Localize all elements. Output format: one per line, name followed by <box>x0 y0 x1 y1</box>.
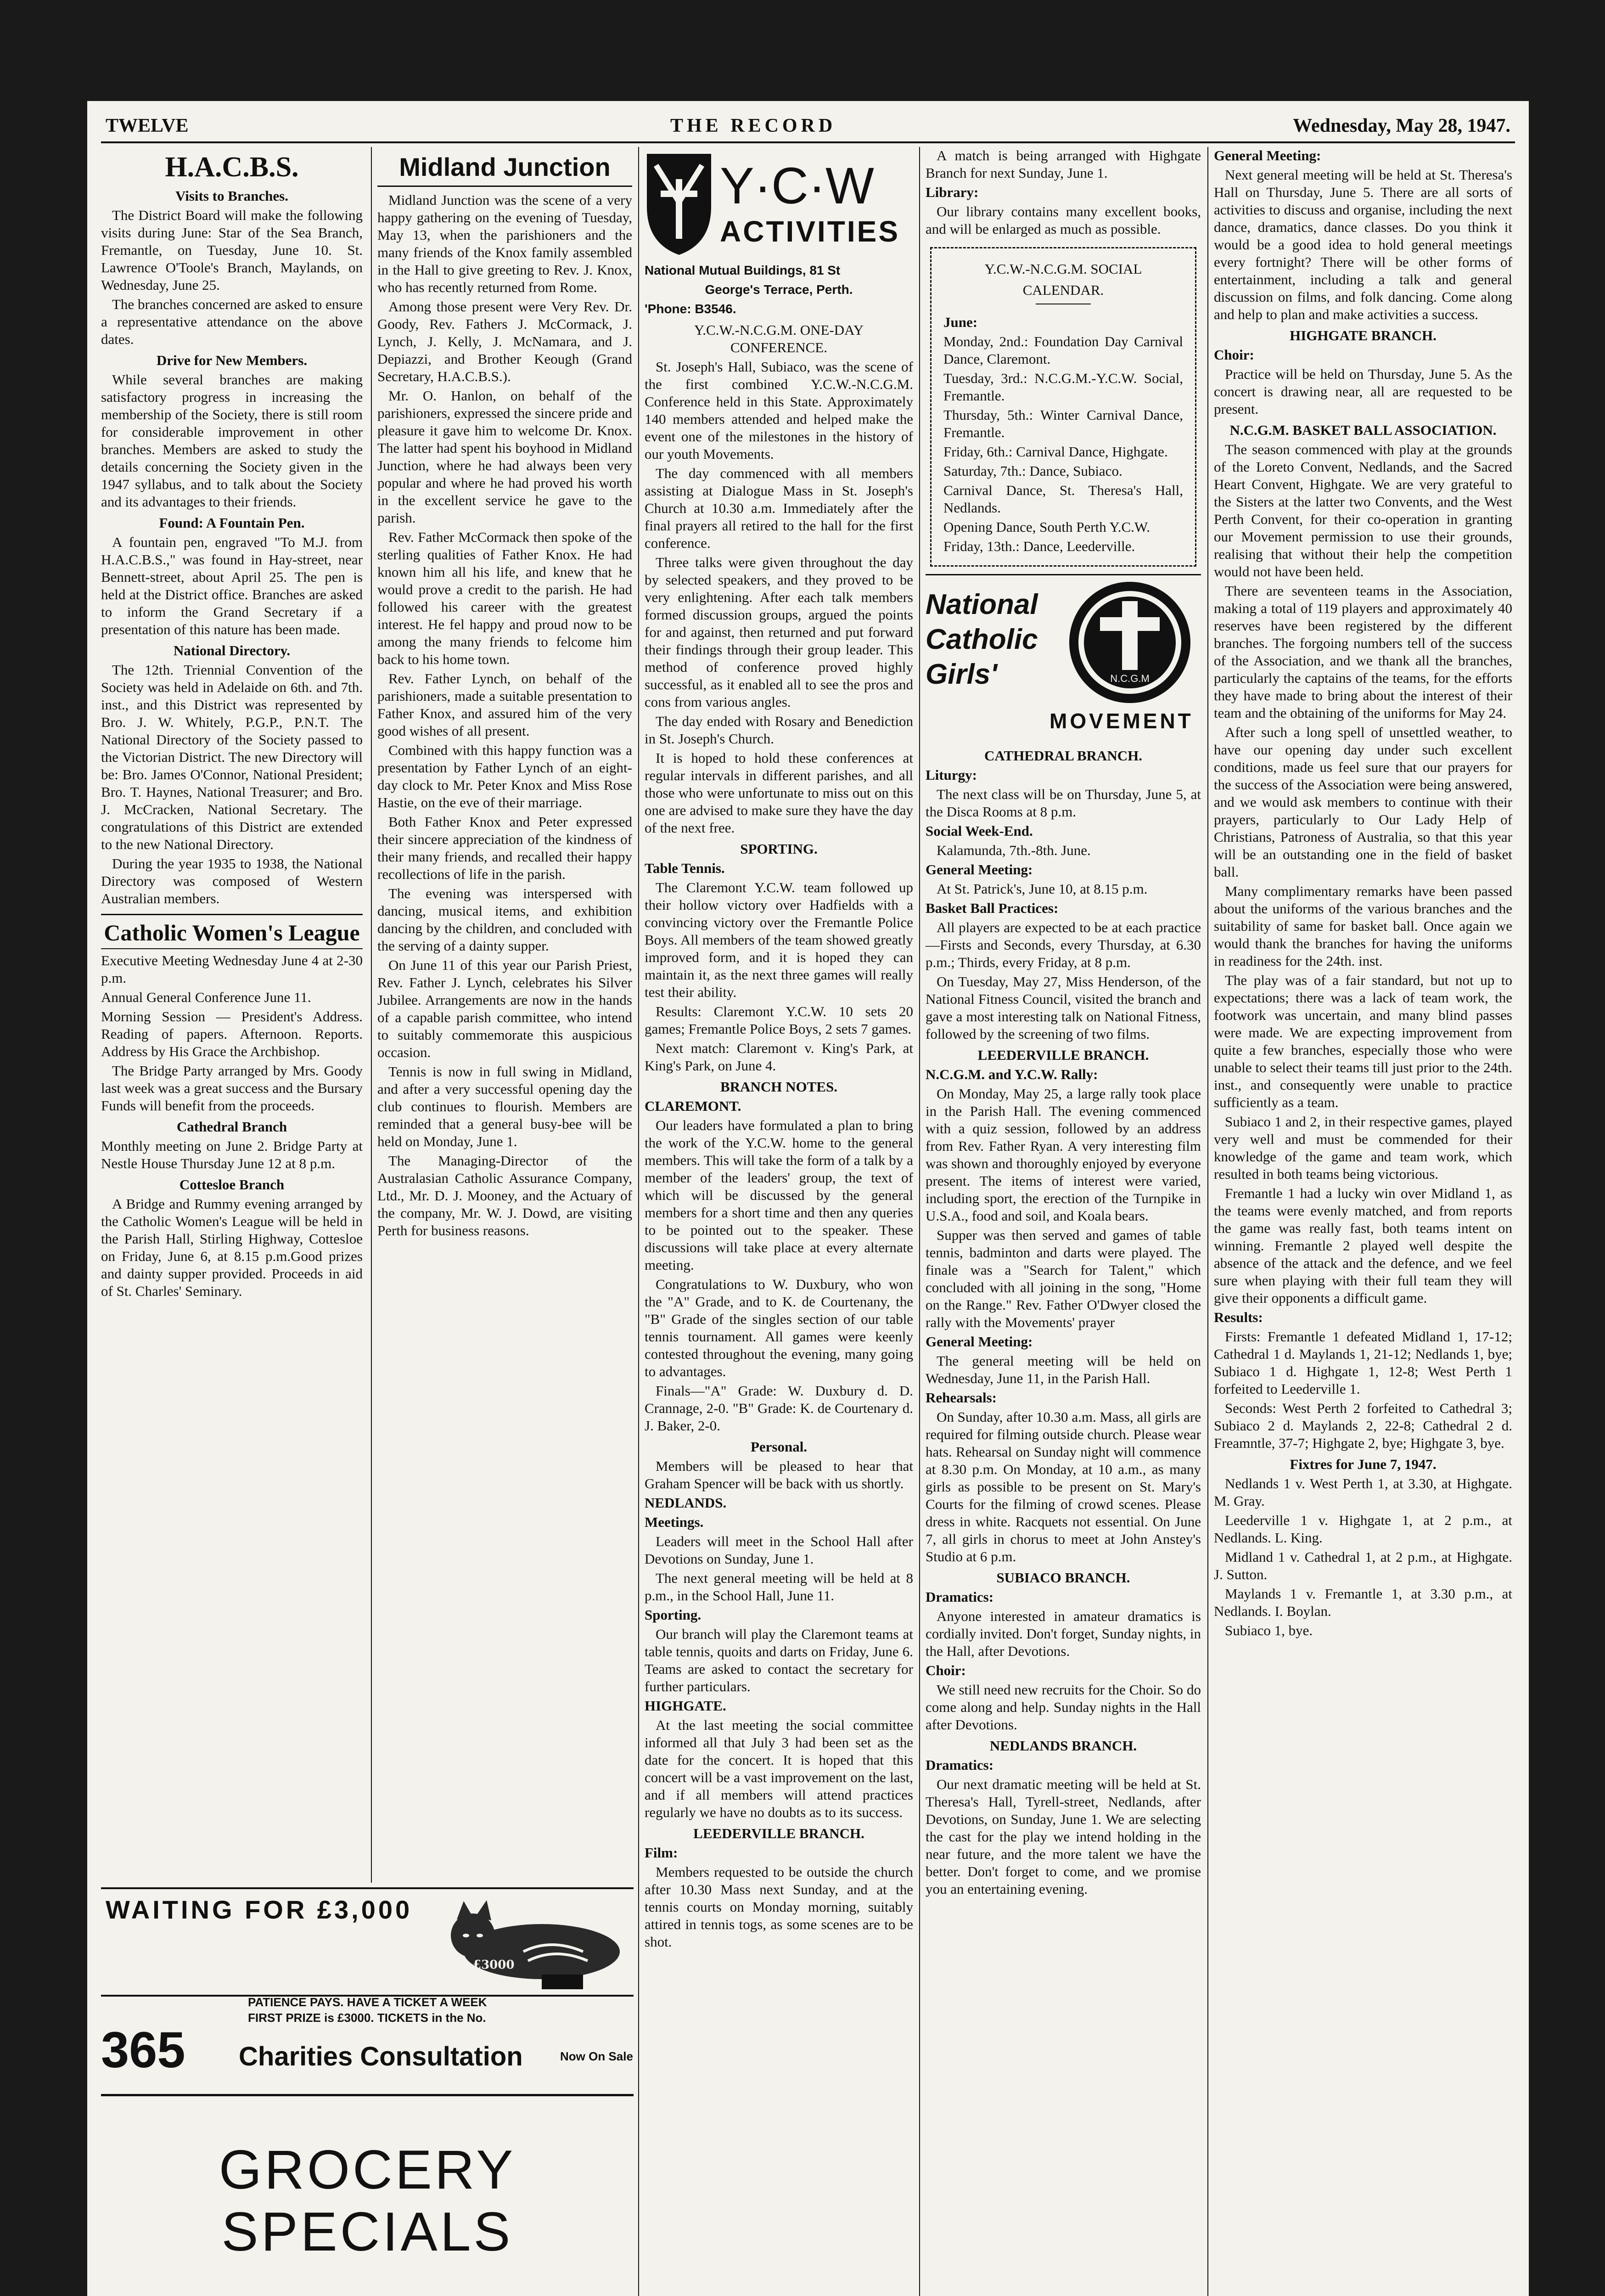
pen-text: A fountain pen, engraved "To M.J. from H.A.C.B.S.," was found in Hay-street, near Bennett-street, about April 25. The pen is held at the District office. Branches are asked to inform the Grand Secretary if a presentation of this nature has been made. <box>101 534 363 637</box>
midland-para: Midland Junction was the scene of a very happy gathering on the evening of Tuesday, May 13, when the parishioners and the many friends of the Knox family assembled in the Hall to give greeting to Rev. J. Knox, who has recently returned from Rome. <box>377 192 632 295</box>
seconds-results: Seconds: West Perth 2 forfeited to Cathedral 3; Subiaco 2 d. Maylands 2, 22-8; Cathedral 2 d. Freamntle, 37-7; Highgate 2, bye; Highgate 3, bye. <box>1214 1400 1512 1451</box>
nedlands-sporting: Sporting. <box>645 1607 701 1623</box>
column-divider <box>1207 147 1208 2296</box>
library-text: Our library contains many excellent books, and will be enlarged as much as possible. <box>926 203 1201 237</box>
midland-para: The evening was interspersed with dancing, musical items, and exhibition dancing by the children, and concluded with the serving of a dainty supper. <box>377 885 632 954</box>
ncgm-column <box>926 147 1201 1900</box>
basketball-para: After such a long spell of unsettled weather, to have our opening day under such excellent conditions, made us feel sure that our prayers for the success of the Association were being answered, and we would ask members to continue with their prayers, particularly to Our Lady Help of Christians, Patroness of Australia, so that this year will be an outstanding one in the field of basket ball. <box>1214 724 1512 880</box>
lottery-line-1: PATIENCE PAYS. HAVE A TICKET A WEEK <box>248 1995 487 2009</box>
cwl-line: The Bridge Party arranged by Mrs. Goody last week was a great success and the Bursary Funds will benefit from the proceeds. <box>101 1063 363 1114</box>
midland-para: Both Father Knox and Peter expressed their sincere appreciation of the kindness of their many friends, and recalled their happy recollections of life in the parish. <box>377 814 632 882</box>
ncgm-movement: MOVEMENT <box>1049 709 1194 733</box>
rally-heading: N.C.G.M. and Y.C.W. Rally: <box>926 1066 1098 1082</box>
midland-para: Rev. Father Lynch, on behalf of the parishioners, made a suitable presentation to Father Knox, and assured him of the very good wishes of all present. <box>377 670 632 739</box>
highgate-heading: HIGHGATE. <box>645 1698 726 1714</box>
hacbs-column <box>101 147 363 1302</box>
header-rule <box>101 141 1515 143</box>
ycw-column <box>645 147 913 1953</box>
midland-para: Combined with this happy function was a presentation by Father Lynch of an eight-day clock to Mr. Peter Knox and Miss Rose Hastie, on the eve of their marriage. <box>377 742 632 810</box>
basketball-para: The play was of a fair standard, but not up to expectations; there was a lack of team work, the footwork was uncertain, and many blind passes were made. We are expecting improvement from quite a few branches, especially those who were unable to select their teams till just prior to the 24th. inst., and consequently were unable to practice sufficiently as a team. <box>1214 972 1512 1110</box>
basketball-practices-text: All players are expected to be at each practice—Firsts and Seconds, every Thursday, at 6.30 p.m.; Thirds, every Friday, at 8 p.m. <box>926 919 1201 970</box>
midland-column <box>377 147 632 1241</box>
lottery-ad <box>101 1887 634 1997</box>
choir-text: We still need new recruits for the Choir. So do come along and help. Sunday nights in the Hall after Devotions. <box>926 1682 1201 1733</box>
ncgm-title-3: Girls' <box>926 658 998 690</box>
calendar-entry: Thursday, 5th.: Winter Carnival Dance, Fremantle. <box>943 407 1183 440</box>
general-meeting-2-heading: General Meeting: <box>926 1334 1033 1350</box>
drive-text: While several branches are making satisfactory progress in increasing the membership of the Society, there is still room for considerable improvement in other branches. Members are asked to study the details concerning the Society given in the 1947 syllabus, and to talk about the Society and its advantages to their friends. <box>101 371 363 510</box>
social-weekend-text: Kalamunda, 7th.-8th. June. <box>937 842 1091 858</box>
subiaco-heading: SUBIACO BRANCH. <box>996 1570 1130 1586</box>
claremont-para: Our leaders have formulated a plan to bring the work of the Y.C.W. home to the general members. This will take the form of a talk by a member of the leaders' group, the text of which will be discussed by the general members for a short time and then any queries to be pointed out to the speaker. These discussions will take place at every alternate meeting. <box>645 1117 913 1273</box>
branch-notes-heading: BRANCH NOTES. <box>720 1079 837 1095</box>
ycw-phone: 'Phone: B3546. <box>645 302 736 316</box>
personal-text: Members will be pleased to hear that Graham Spencer will be back with us shortly. <box>645 1458 913 1491</box>
ycw-banner <box>645 147 913 262</box>
library-heading: Library: <box>926 184 979 200</box>
dramatics-text: Anyone interested in amateur dramatics is cordially invited. Don't forget, Sunday nights, in the Hall, after Devotions. <box>926 1608 1201 1659</box>
visits-text-2: The branches concerned are asked to ensure a representative attendance on the above dates. <box>101 296 363 347</box>
fixture-line: Subiaco 1, bye. <box>1225 1622 1313 1638</box>
directory-text: The 12th. Triennial Convention of the Society was held in Adelaide on 6th. and 7th. inst., and this District was represented by Bro. J. W. Whitely, P.G.P., P.N.T. The National Directory of the Society passed to the Victorian District. The new Directory will be: Bro. James O'Connor, National President; Bro. T. Haynes, National Treasurer; and Bro. J. McCracken, National Secretary. The congratulations of this District are extended to the new National Directory. <box>101 662 363 852</box>
calendar-entry: Friday, 13th.: Dance, Leederville. <box>943 538 1135 554</box>
cwl-cottesloe-heading: Cottesloe Branch <box>179 1176 285 1193</box>
claremont-para: Congratulations to W. Duxbury, who won the "A" Grade, and to K. de Courtenany, the "B" Grade of the singles section of our table tennis tournament. All games were keenly contested throughout the evening, many going to advantages. <box>645 1276 913 1379</box>
hacbs-title: H.A.C.B.S. <box>165 152 299 183</box>
rally-para: Supper was then served and games of table tennis, badminton and darts were played. The finale was a "Search for Talent," which concluded with all joining in the song, "Home on the Range." Rev. Father O'Dwyer closed the rally with the Movements' prayer <box>926 1227 1201 1330</box>
results-text: Results: Claremont Y.C.W. 10 sets 20 games; Fremantle Police Boys, 2 sets 7 games. <box>645 1003 913 1037</box>
directory-heading: National Directory. <box>173 642 291 658</box>
choir-heading: Choir: <box>926 1662 966 1678</box>
table-tennis-heading: Table Tennis. <box>645 860 725 876</box>
lottery-line-2: FIRST PRIZE is £3000. TICKETS in the No. <box>248 2011 486 2025</box>
ncgm-cross-badge-icon <box>1063 578 1196 707</box>
basketball-column <box>1214 147 1512 1641</box>
basketball-practices-heading: Basket Ball Practices: <box>926 900 1059 916</box>
drive-heading: Drive for New Members. <box>156 352 308 368</box>
highgate-choir-text: Practice will be held on Thursday, June 5. As the concert is drawing near, all are requested to be present. <box>1214 366 1512 417</box>
midland-para: Among those present were Very Rev. Dr. Goody, Rev. Fathers J. McCormack, J. Lynch, J. Kelly, J. McNamara, and J. Depiazzi, and Brother Keough (Grand Secretary, H.A.C.B.S.). <box>377 298 632 384</box>
fixtures-heading: Fixtres for June 7, 1947. <box>1290 1456 1437 1472</box>
newspaper-page <box>87 101 1529 2296</box>
conference-para: It is hoped to hold these conferences at regular intervals in different parishes, and all those who were unfortunate to miss out on this one are advised to make sure they have the day of the next free. <box>645 750 913 836</box>
calendar-month: June: <box>943 314 978 330</box>
column-divider <box>371 147 372 1883</box>
conference-para: The day ended with Rosary and Benediction in St. Joseph's Church. <box>645 713 913 747</box>
midland-para: Tennis is now in full swing in Midland, and after a very successful opening day the club continues to flourish. Members are reminded that a general busy-bee will be held on Monday, June 1. <box>377 1064 632 1149</box>
nedlands-branch-heading: NEDLANDS BRANCH. <box>989 1738 1137 1754</box>
nedlands-para: The next general meeting will be held at 8 p.m., in the School Hall, June 11. <box>645 1570 913 1604</box>
lottery-footer <box>101 1995 634 2092</box>
col5-general-meeting-text: Next general meeting will be held at St. Theresa's Hall on Thursday, June 5. There are all sorts of activities to discuss and organise, including the next dance, dramatics, dance classes. Do you think it would be a good idea to hold general meetings every fortnight? There will be other forms of entertainment, including a talk and general discussion on films, and folk dancing. Come along and help to plan and make activities a success. <box>1214 167 1512 322</box>
ycw-address-2: George's Terrace, Perth. <box>705 282 853 297</box>
ncgm-title-2: Catholic <box>926 624 1038 655</box>
cwl-cathedral-text: Monthly meeting on June 2. Bridge Party at Nestle House Thursday June 12 at 8 p.m. <box>101 1138 363 1171</box>
basketball-association-heading: N.C.G.M. BASKET BALL ASSOCIATION. <box>1229 422 1497 438</box>
ncgm-banner <box>926 578 1201 743</box>
rehearsals-text: On Sunday, after 10.30 a.m. Mass, all girls are required for filming outside church. Please wear hats. Rehearsal on Sunday night will commence at 8.30 p.m. On Monday, at 10 a.m., as many girls as possible to be present on St. Mary's Courts for the filming of crowd scenes. Please dress in white. Racquets not essential. On June 7, all girls in chorus to meet at John Anstey's Studio at 6 p.m. <box>926 1409 1201 1564</box>
lottery-tag: £3000 <box>473 1958 515 1972</box>
lottery-sale: Now On Sale <box>560 2049 633 2063</box>
ad-rule <box>101 2094 634 2096</box>
conference-para: The day commenced with all members assisting at Dialogue Mass in St. Joseph's Church at 10.30 a.m. Immediately after the final prayers all retired to the hall for the first conference. <box>645 465 913 551</box>
cathedral-heading: CATHEDRAL BRANCH. <box>984 748 1142 764</box>
grocery-ad <box>101 2103 634 2296</box>
lottery-name: Charities Consultation <box>239 2042 523 2071</box>
leederville-film: Film: <box>645 1845 678 1861</box>
ycw-shield-icon <box>645 152 713 257</box>
cwl-line: Morning Session — President's Address. Reading of papers. Afternoon. Reports. Address by His Grace the Archbishop. <box>101 1008 363 1059</box>
cwl-line: Executive Meeting Wednesday June 4 at 2-30 p.m. <box>101 952 363 986</box>
highgate-text: At the last meeting the social committee informed all that July 3 had been set as the date for the concert. It is hoped that this concert will be a vast improvement on the last, and if all members will attend practices regularly we have no doubts as to its success. <box>645 1717 913 1820</box>
conference-heading: Y.C.W.-N.C.G.M. ONE-DAY CONFERENCE. <box>694 322 864 355</box>
page-number: TWELVE <box>106 115 189 136</box>
nedlands-heading: NEDLANDS. <box>645 1495 727 1511</box>
personal-heading: Personal. <box>750 1439 808 1455</box>
rally-para: On Monday, May 25, a large rally took place in the Parish Hall. The evening commenced with a quiz session, followed by an address from Rev. Father Ryan. A very interesting film was shown and thoroughly enjoyed by everyone present. The items of interest were varied, including sport, the erection of the Turnpike in U.S.A., food and soil, and Koala bears. <box>926 1086 1201 1224</box>
cwl-title: Catholic Women's League <box>104 920 360 945</box>
pen-heading: Found: A Fountain Pen. <box>159 515 305 531</box>
dramatics-heading: Dramatics: <box>926 1589 994 1605</box>
nedlands-dramatics-heading: Dramatics: <box>926 1757 994 1773</box>
calendar-entry: Carnival Dance, St. Theresa's Hall, Nedlands. <box>943 482 1183 516</box>
basketball-para: The season commenced with play at the grounds of the Loreto Convent, Nedlands, and the Sacred Heart Convent, Highgate. We are very grateful to the Sisters at the latter two Convents, and the West Perth Convent, for their co-operation in granting our Movement permission to use their grounds, realising that without their help the competition would not have been held. <box>1214 441 1512 580</box>
fixture-line: Nedlands 1 v. West Perth 1, at 3.30, at Highgate. M. Gray. <box>1214 1475 1512 1509</box>
calendar-entry: Monday, 2nd.: Foundation Day Carnival Dance, Claremont. <box>943 333 1183 367</box>
ncgm-badge-text: N.C.G.M <box>1110 673 1150 684</box>
basketball-para: Subiaco 1 and 2, in their respective games, played very well and must be commended for their knowledge of the game and team work, which resulted in both teams being victorious. <box>1214 1114 1512 1182</box>
calendar-entry: Friday, 6th.: Carnival Dance, Highgate. <box>943 444 1168 460</box>
visits-heading: Visits to Branches. <box>175 188 288 204</box>
liturgy-heading: Liturgy: <box>926 767 977 783</box>
visits-text: The District Board will make the following visits during June: Star of the Sea Branch, Fremantle, on Tuesday, June 10. St. Lawrence O'Toole's Branch, Maylands, on Wednesday, June 25. <box>101 207 363 293</box>
cwl-cathedral-heading: Cathedral Branch <box>176 1119 287 1135</box>
firsts-results: Firsts: Fremantle 1 defeated Midland 1, 17-12; Cathedral 1 d. Maylands 1, 21-12; Nedlands 1, bye; Subiaco 1 d. Highgate 1, 12-8; West Perth 1 forfeited to Leederville 1. <box>1214 1328 1512 1397</box>
midland-title: Midland Junction <box>399 152 611 181</box>
sporting-heading: SPORTING. <box>740 841 818 857</box>
next-match-text: Next match: Claremont v. King's Park, at King's Park, on June 4. <box>645 1040 913 1074</box>
lottery-headline: WAITING FOR £3,000 <box>106 1895 413 1924</box>
column-divider <box>919 147 920 2296</box>
fixture-line: Leederville 1 v. Highgate 1, at 2 p.m., at Nedlands. L. King. <box>1214 1512 1512 1546</box>
nedlands-meetings: Meetings. <box>645 1514 704 1530</box>
general-meeting-text: At St. Patrick's, June 10, at 8.15 p.m. <box>937 881 1148 897</box>
highgate-branch-heading: HIGHGATE BRANCH. <box>1290 327 1437 343</box>
social-calendar <box>930 247 1196 567</box>
nedlands-para: Leaders will meet in the School Hall after Devotions on Sunday, June 1. <box>645 1533 913 1567</box>
conference-para: Three talks were given throughout the day by selected speakers, and they proved to be very enlightening. After each talk members formed discussion groups, argued the points for and against, then returned and put forward their findings through their group leader. This method of conference proved highly successful, as it enabled all to see the pros and cons from various angles. <box>645 554 913 710</box>
general-meeting-heading: General Meeting: <box>926 861 1033 878</box>
highgate-choir-heading: Choir: <box>1214 347 1254 363</box>
basketball-para: Many complimentary remarks have been passed about the uniforms of the various branches and the suitability of same for basket ball. Once again we would thank the branches for having the uniforms in readiness for the 24th. inst. <box>1214 883 1512 969</box>
leederville-heading: LEEDERVILLE BRANCH. <box>693 1825 864 1841</box>
issue-date: Wednesday, May 28, 1947. <box>1293 115 1510 136</box>
lottery-number: 365 <box>101 2022 185 2078</box>
col5-general-meeting-heading: General Meeting: <box>1214 147 1321 163</box>
midland-para: The Managing-Director of the Australasian Catholic Assurance Company, Ltd., Mr. D. J. Mooney, and the Actuary of the company, Mr. W. J. Dowd, are visiting Perth for business reasons. <box>377 1153 632 1238</box>
calendar-entry: Opening Dance, South Perth Y.C.W. <box>943 519 1150 535</box>
nedlands-sport-text: Our branch will play the Claremont teams at table tennis, quoits and darts on Friday, June 6. Teams are asked to contact the secretary for further particulars. <box>645 1626 913 1694</box>
calendar-entry: Saturday, 7th.: Dance, Subiaco. <box>943 463 1122 479</box>
ncgm-title-1: National <box>926 589 1038 620</box>
leederville-text: Members requested to be outside the church after 10.30 Mass next Sunday, and at the tennis courts on Monday morning, suitably attired in tennis togs, as some scenes are to be shot. <box>645 1864 913 1950</box>
grocery-title: GROCERY <box>219 2139 516 2200</box>
fixture-line: Maylands 1 v. Fremantle 1, at 3.30 p.m., at Nedlands. I. Boylan. <box>1214 1586 1512 1619</box>
conference-para: St. Joseph's Hall, Subiaco, was the scene of the first combined Y.C.W.-N.C.G.M. Conference held in this State. Approximately 140 members attended and helped make the event one of the milestones in the history of our youth Movements. <box>645 359 913 462</box>
masthead: THE RECORD <box>670 115 836 136</box>
leederville-branch-heading: LEEDERVILLE BRANCH. <box>977 1047 1149 1063</box>
claremont-heading: CLAREMONT. <box>645 1098 741 1114</box>
directory-text-2: During the year 1935 to 1938, the National Directory was composed of Western Australian members. <box>101 855 363 906</box>
cwl-line: Annual General Conference June 11. <box>101 989 311 1005</box>
midland-para: On June 11 of this year our Parish Priest, Rev. Father J. Lynch, celebrates his Silver Jubilee. Arrangements are now in the hands of a capable parish committee, who intend to suitably commemorate this auspicious occasion. <box>377 957 632 1060</box>
fitness-text: On Tuesday, May 27, Miss Henderson, of the National Fitness Council, visited the branch and gave a most interesting talk on National Fitness, followed by the screening of two films. <box>926 974 1201 1042</box>
basketball-para: Fremantle 1 had a lucky win over Midland 1, as the teams were evenly matched, and from reports the game was really fast, both teams intent on winning. Fremantle 2 played well despite the absence of the attack and the defence, and we feel sure when playing with their full team they will give their opponents a difficult game. <box>1214 1185 1512 1306</box>
nedlands-dramatics-text: Our next dramatic meeting will be held at St. Theresa's Hall, Tyrell-street, Nedlands, after Devotions, on Sunday, June 1. We are selecting the cast for the play we intend holding in the near future, and the more talent we have the better. Don't forget to come, and we promise you an entertaining evening. <box>926 1776 1201 1897</box>
general-meeting-2-text: The general meeting will be held on Wednesday, June 11, in the Parish Hall. <box>926 1353 1201 1386</box>
ycw-address-1: National Mutual Buildings, 81 St <box>645 263 841 277</box>
cwl-cottesloe-text: A Bridge and Rummy evening arranged by the Catholic Women's League will be held in the Parish Hall, Stirling Highway, Cottesloe on Friday, June 6, at 8.15 p.m.Good prizes and dainty supper provided. Proceeds in aid of St. Charles' Seminary. <box>101 1196 363 1299</box>
calendar-subtitle: CALENDAR. <box>1022 282 1104 298</box>
ycw-activities: ACTIVITIES <box>720 215 900 248</box>
match-text: A match is being arranged with Highgate Branch for next Sunday, June 1. <box>926 147 1201 181</box>
calendar-entry: Tuesday, 3rd.: N.C.G.M.-Y.C.W. Social, Fremantle. <box>943 370 1183 404</box>
ycw-logo-text: Y·C·W <box>720 157 874 214</box>
grocery-subtitle: SPECIALS <box>221 2201 513 2262</box>
calendar-title: Y.C.W.-N.C.G.M. SOCIAL <box>984 261 1142 277</box>
cat-illustration <box>432 1892 624 1993</box>
liturgy-text: The next class will be on Thursday, June 5, at the Disca Rooms at 8 p.m. <box>926 786 1201 820</box>
midland-para: Rev. Father McCormack then spoke of the sterling qualities of Father Knox. He had known him all his life, and knew that he would prove a credit to the parish. He had followed his career with the greatest interest. He fel happy and proud now to be among the many friends to felcome him back to his home town. <box>377 529 632 667</box>
rehearsals-heading: Rehearsals: <box>926 1390 997 1406</box>
column-divider <box>638 147 639 2296</box>
basketball-para: There are seventeen teams in the Association, making a total of 119 players and approximately 40 reserves have been registered by the different branches. The forgoing numbers tell of the success of the Association, and we thank all the branches, particularly the captains of the teams, for the efforts they have made to bring about the interest of their team and the obtaining of the uniforms for May 24. <box>1214 583 1512 721</box>
claremont-para: Finals—"A" Grade: W. Duxbury d. D. Crannage, 2-0. "B" Grade: K. de Courtenary d. J. Baker, 2-0. <box>645 1383 913 1434</box>
fixture-line: Midland 1 v. Cathedral 1, at 2 p.m., at Highgate. J. Sutton. <box>1214 1549 1512 1582</box>
social-weekend-heading: Social Week-End. <box>926 823 1033 839</box>
table-tennis-text: The Claremont Y.C.W. team followed up their hollow victory over Hadfields with a convincing victory over the Fremantle Police Boys. All members of the team showed greatly improved form, and it is hoped they can maintain it, as the next three games will really test their ability. <box>645 879 913 1000</box>
midland-para: Mr. O. Hanlon, on behalf of the parishioners, expressed the sincere pride and pleasure it gave him to welcome Dr. Knox. The latter had spent his boyhood in Midland Junction, where he had always been very popular and where he had proved his worth in the excellent service he gave to the parish. <box>377 388 632 526</box>
results-heading: Results: <box>1214 1309 1263 1325</box>
